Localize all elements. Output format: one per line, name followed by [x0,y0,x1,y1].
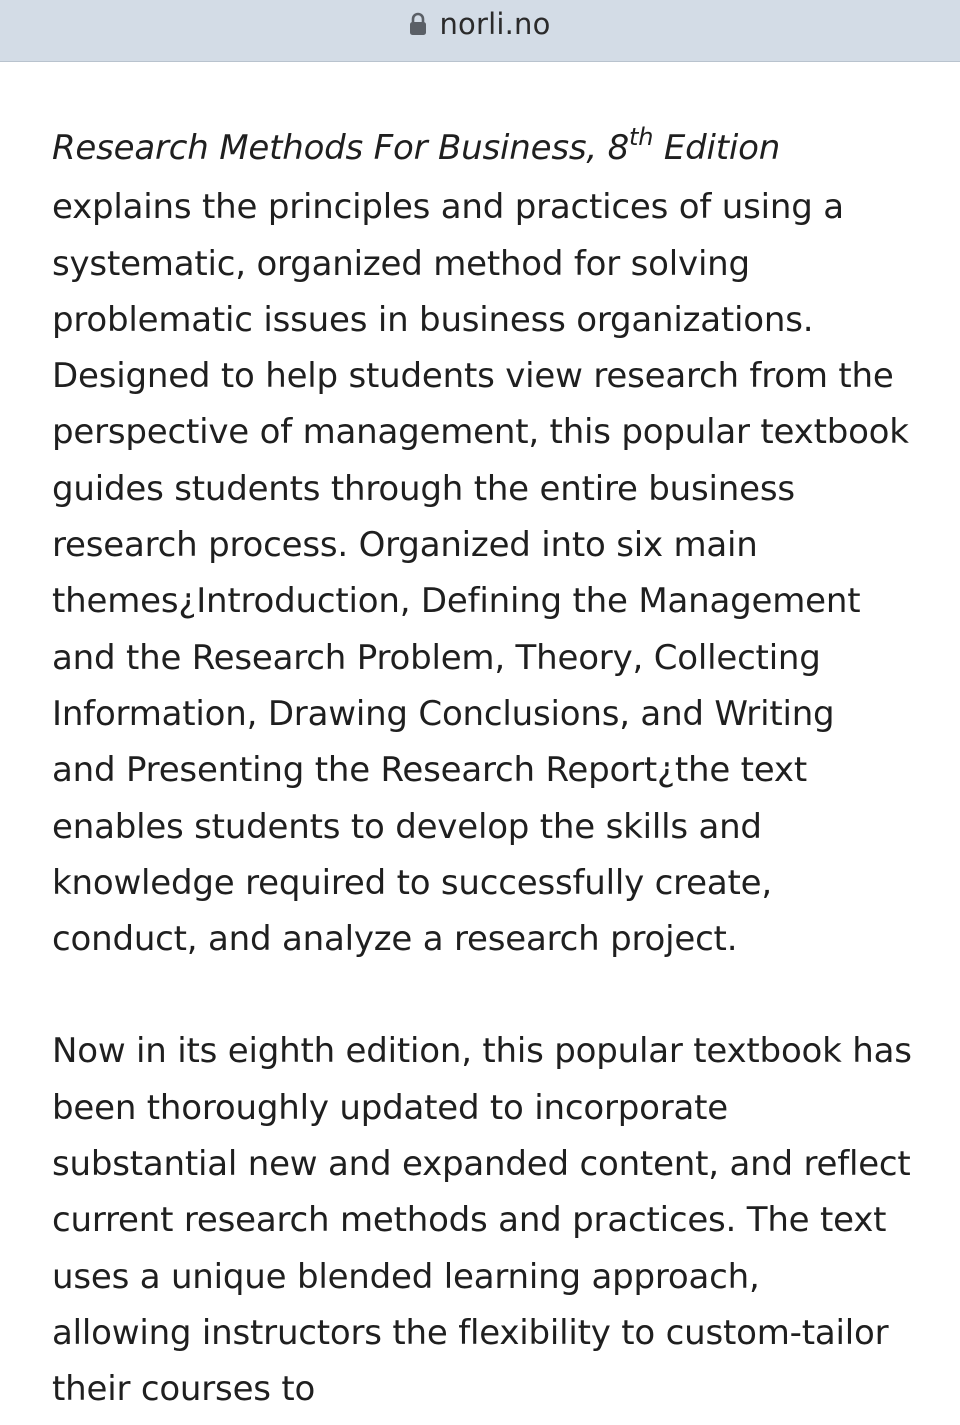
book-title-suffix: Edition [653,128,781,168]
book-title-prefix: Research Methods For Business, 8 [52,128,629,168]
text-line: and Presenting the Research Report¿the text [52,750,807,791]
text-line: problematic issues in business organizations. [52,299,814,340]
text-line: and the Research Problem, Theory, Collecting [52,637,821,678]
url-text: norli.no [439,7,551,41]
text-line: conduct, and analyze a research project. [52,919,738,960]
text-line: Information, Drawing Conclusions, and Writing [52,693,835,734]
text-line: been thoroughly updated to incorporate [52,1087,728,1128]
edition-ordinal-suffix: th [629,123,654,151]
description-paragraph-1 [52,120,922,967]
text-line: allowing instructors the flexibility to custom-tailor [52,1312,889,1353]
text-line: Now in its eighth edition, this popular textbook has [52,1031,912,1072]
description-paragraph-2 [52,1023,922,1417]
browser-url-bar[interactable] [0,0,960,62]
text-line: Designed to help students view research from the [52,356,894,397]
text-line: systematic, organized method for solving [52,243,750,284]
text-line: themes¿Introduction, Defining the Management [52,581,861,622]
text-line: perspective of management, this popular textbook [52,412,909,453]
text-line: current research methods and practices. The text [52,1200,887,1241]
text-line: enables students to develop the skills and [52,806,762,847]
book-title [52,120,922,179]
url-display[interactable] [0,0,960,48]
text-line: guides students through the entire business [52,468,795,509]
text-line: knowledge required to successfully create, [52,862,772,903]
text-line: substantial new and expanded content, and reflect [52,1144,911,1185]
text-line: research process. Organized into six main [52,525,758,566]
text-line: explains the principles and practices of using a [52,187,844,228]
text-line: uses a unique blended learning approach, [52,1256,760,1297]
lock-icon [409,12,427,36]
text-line: their courses to [52,1369,316,1410]
product-description [52,120,922,1418]
